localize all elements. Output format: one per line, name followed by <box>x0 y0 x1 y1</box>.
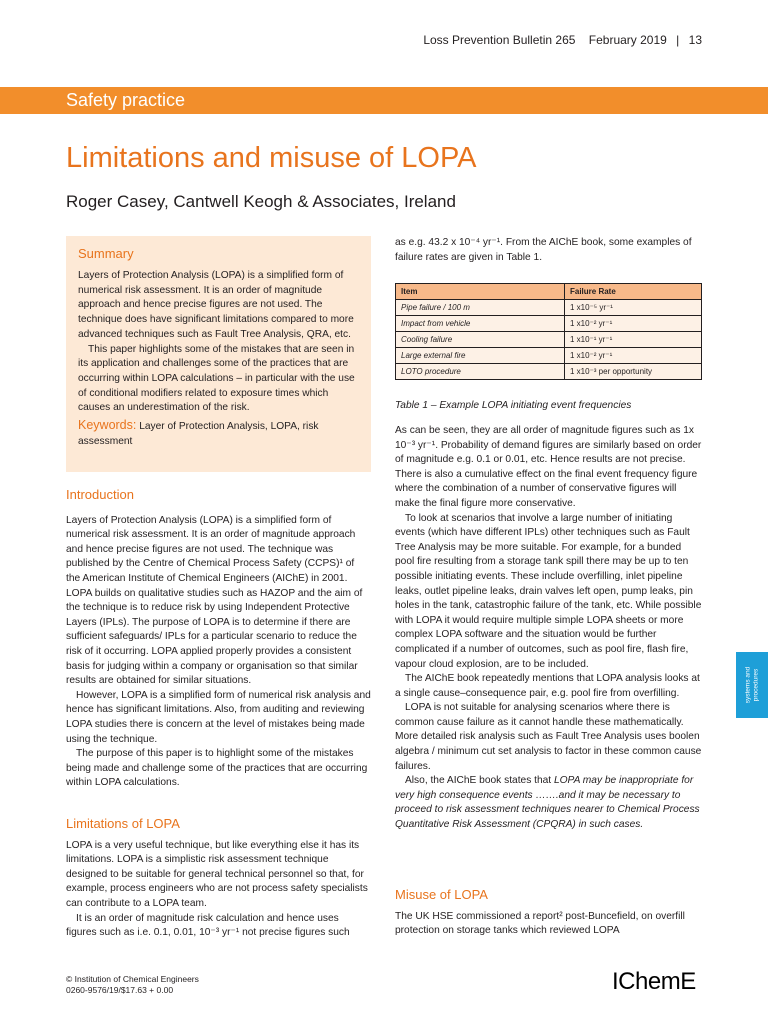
table-cell: Impact from vehicle <box>396 316 565 332</box>
misuse-paragraph-1: The UK HSE commissioned a report² post-Buncefield, on overfill protection on storage tanks which reviewed LOPA <box>395 910 685 937</box>
side-section-tab <box>736 652 768 718</box>
keywords-label: Keywords: <box>78 418 137 433</box>
issn-code: 0260-9576/19/$17.63 + 0.00 <box>66 985 174 995</box>
table-row <box>396 348 702 364</box>
article-author: Roger Casey, Cantwell Keogh & Associates, Ireland <box>66 192 456 211</box>
footer <box>66 974 199 996</box>
keywords-text: Layer of Protection Analysis, LOPA, risk assessment <box>78 421 319 447</box>
right-paragraph-4: LOPA is not suitable for analysing scenarios where there is common cause failure as it cannot handle these mathematically. More detailed risk analysis such as Fault Tree Analysis uses boolen algebra / minimum cut set analysis to factor in these common cause failures. <box>395 702 702 772</box>
side-tab-line-1: systems and <box>744 666 752 704</box>
table-row <box>396 316 702 332</box>
section-band <box>0 87 768 114</box>
failure-rate-table <box>395 283 702 380</box>
right-column-intro <box>395 236 702 265</box>
right-paragraph-3: The AIChE book repeatedly mentions that LOPA analysis looks at a single cause–consequence pair, e.g. pool fire from overfilling. <box>395 673 700 699</box>
table-cell: Cooling failure <box>396 332 565 348</box>
section-label: Safety practice <box>66 90 186 110</box>
introduction-paragraph-1: Layers of Protection Analysis (LOPA) is a simplified form of numerical risk assessment. It is an order of magnitude approach and hence precise figures are not used. The technique was published by the Centre of Chemical Process Safety (CCPS)¹ of the American Institute of Chemical Engineers (AIChE) in 2001. LOPA builds on qualitative studies such as HAZOP and the aim of the technique is to reduce risk by using Independent Protective Layers (IPLs). The purpose of LOPA is to determine if there are sufficient safeguards/ IPLs for a particular scenario to reduce the risk of it occurring. LOPA applied properly provides a consistent basis for judging within a company or organisation so that similar results are obtained for similar situations. <box>66 514 363 687</box>
misuse-heading: Misuse of LOPA <box>395 887 488 902</box>
table-cell: Large external fire <box>396 348 565 364</box>
table-cell: 1 x10⁻³ per opportunity <box>565 364 702 380</box>
table-row <box>396 300 702 316</box>
table-cell: 1 x10⁻² yr⁻¹ <box>565 348 702 364</box>
right-paragraph-2: To look at scenarios that involve a large number of initiating events (which have different IPLs) other techniques such as Fault Tree Analysis may be more suitable. For example, for a bunded pool fire resulting from a storage tank spill there may be up to ten possible initiating events. These include overfilling, inlet pipeline leaks, outlet pipeline leaks, drain valves left open, pump leaks, pin holes in the tank, catastrophic failure of the tank, etc. While possible with LOPA it would require multiple simple LOPA sheets or more complex LOPA software and the situation would be further complicated if a number of outcomes, such as pool fire, flash fire, vapour cloud explosion, are to be included. <box>395 512 702 670</box>
table-row <box>396 332 702 348</box>
limitations-paragraph-2: It is an order of magnitude risk calculation and hence uses figures such as i.e. 0.1, 0.01, 10⁻³ yr⁻¹ not precise figures such <box>66 912 350 939</box>
summary-paragraph-1: Layers of Protection Analysis (LOPA) is a simplified form of numerical risk assessment. It is an order of magnitude approach and hence precise figures are not used. The technique does have significant limitations compared to more advanced techniques such as Fault Tree Analysis, QRA, etc. <box>78 270 354 340</box>
table-intro-text: as e.g. 43.2 x 10⁻⁴ yr⁻¹. From the AIChE book, some examples of failure rates are given in Table 1. <box>395 237 692 263</box>
table-header-cell: Item <box>396 284 565 300</box>
right-paragraph-5 <box>395 774 702 832</box>
limitations-heading: Limitations of LOPA <box>66 816 180 831</box>
copyright-text: © Institution of Chemical Engineers <box>66 974 199 984</box>
introduction-paragraph-2: However, LOPA is a simplified form of numerical risk analysis and hence has significant limitations. Also, from auditing and reviewing LOPA studies there is concern at the level of mistakes being made using the technique. <box>66 689 371 745</box>
right-paragraph-1: As can be seen, they are all order of magnitude figures such as 1x 10⁻³ yr⁻¹. Probability of demand figures are similarly based on order of magnitude e.g. 0.1 or 0.01, etc. Hence results are not precise. There is also a cumulative effect on the final event frequency figure where the combination of a number of conservative figures will make the final figure more conservative. <box>395 425 702 509</box>
summary-box <box>66 236 371 472</box>
running-header <box>423 33 702 47</box>
misuse-section <box>395 888 702 939</box>
table-cell: 1 x10⁻¹ yr⁻¹ <box>565 332 702 348</box>
introduction-paragraph-3: The purpose of this paper is to highlight some of the mistakes being made and challenge some of the practices that are occurring within LOPA calculations. <box>66 748 368 789</box>
article-title: Limitations and misuse of LOPA <box>66 142 477 174</box>
table-cell: Pipe failure / 100 m <box>396 300 565 316</box>
table-cell: LOTO procedure <box>396 364 565 380</box>
header-separator: | <box>676 33 680 47</box>
summary-heading: Summary <box>78 246 134 261</box>
table-row <box>396 364 702 380</box>
icheme-logo <box>612 968 696 996</box>
side-tab-label <box>745 667 760 704</box>
issue-date: February 2019 <box>588 33 667 47</box>
table-cell: 1 x10⁻⁵ yr⁻¹ <box>565 300 702 316</box>
limitations-paragraph-1: LOPA is a very useful technique, but like everything else it has its limitations. LOPA is a simplistic risk assessment technique designed to be suitable for general technical personnel so that, for example, process engineers who are not process safety specialists can contribute to a LOPA team. <box>66 839 368 909</box>
right-paragraph-5-lead: Also, the AIChE book states that <box>405 775 554 787</box>
page-number: 13 <box>688 33 702 47</box>
logo-text: IChemE <box>612 968 696 995</box>
introduction-section <box>66 488 371 791</box>
introduction-heading: Introduction <box>66 487 134 502</box>
right-paragraph-5-quote: LOPA may be inappropriate for very high consequence events …….and it may be necessary to proceed to risk assessment techniques nearer to Chemical Process Quantitative Risk Assessment (CPQRA) in such cases. <box>395 775 700 831</box>
publication-name: Loss Prevention Bulletin 265 <box>423 33 576 47</box>
table-cell: 1 x10⁻² yr⁻¹ <box>565 316 702 332</box>
table-header-cell: Failure Rate <box>565 284 702 300</box>
summary-paragraph-2: This paper highlights some of the mistakes that are seen in its application and challenges some of the practices that are occurring within LOPA calculations – in particular with the use of conditional modifiers related to exposure times which causes an underestimation of the risk. <box>78 343 355 414</box>
right-column-body <box>395 424 702 833</box>
side-tab-line-2: procedures <box>752 668 759 702</box>
limitations-section <box>66 817 371 941</box>
table-header-row <box>396 284 702 300</box>
table-caption: Table 1 – Example LOPA initiating event frequencies <box>395 400 632 411</box>
keywords-line <box>78 418 361 449</box>
